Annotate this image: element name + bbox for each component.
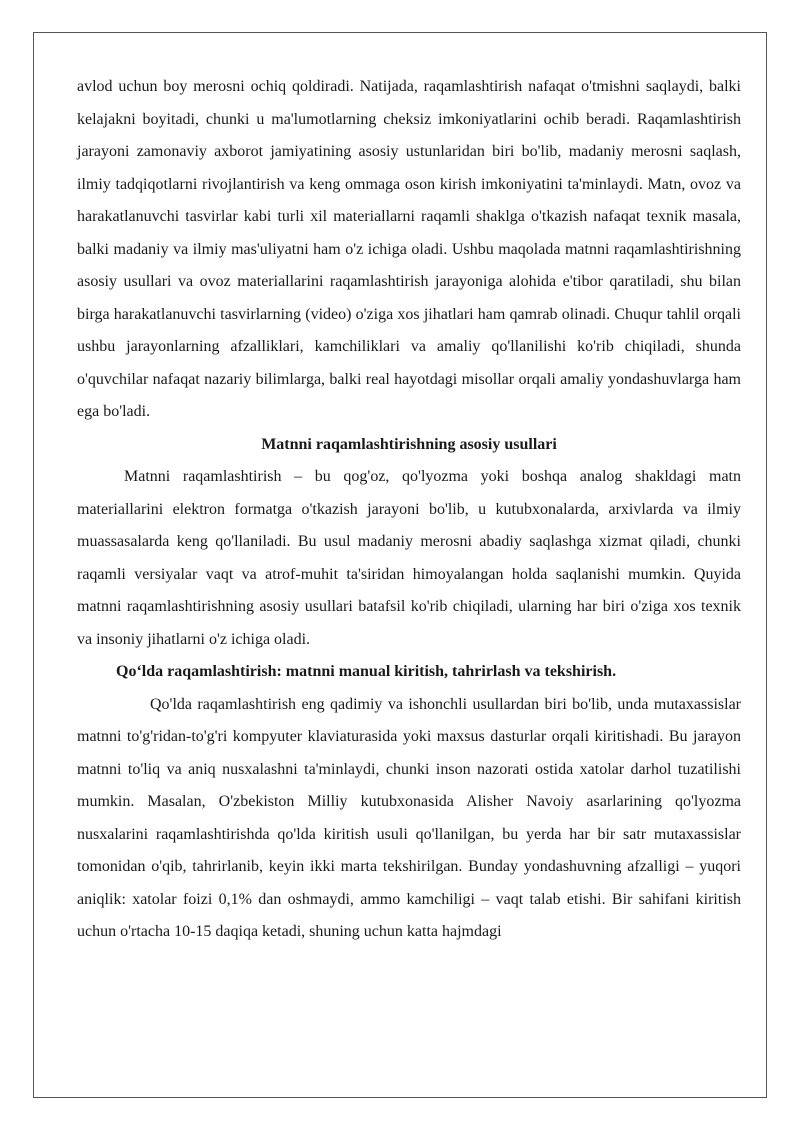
paragraph-text-digitization-definition: Matnni raqamlashtirish – bu qog'oz, qo'lyozma yoki boshqa analog shakldagi matn materiallarini elektron formatga o'tkazish jarayoni bo'lib, u kutubxonalarda, arxivlarda va ilmiy muassasalarda keng qo'llaniladi. Bu usul madaniy merosni abadiy saqlashga xizmat qiladi, chunki raqamli versiyalar vaqt va atrof-muhit ta'siridan himoyalangan holda saqlanishi mumkin. Quyida matnni raqamlashtirishning asosiy usullari batafsil ko'rib chiqiladi, ularning har biri o'ziga xos texnik va insoniy jihatlarni o'z ichiga oladi. (77, 468, 741, 648)
section-heading-text-digitization-methods: Matnni raqamlashtirishning asosiy usullari (261, 435, 557, 453)
document-body (77, 71, 741, 949)
paragraph-manual-digitization: Qo'lda raqamlashtirish eng qadimiy va ishonchli usullardan biri bo'lib, unda mutaxassislar matnni to'g'ridan-to'g'ri kompyuter klaviaturasida yoki maxsus dasturlar orqali kiritishadi. Bu jarayon matnni to'liq va aniq nusxalashni ta'minlaydi, chunki inson nazorati ostida xatolar darhol tuzatilishi mumkin. Masalan, O'zbekiston Milliy kutubxonasida Alisher Navoiy asarlarining qo'lyozma nusxalarini raqamlashtirishda qo'lda kiritish usuli qo'llanilgan, bu yerda har bir satr mutaxassislar tomonidan o'qib, tahrirlanib, keyin ikki marta tekshirilgan. Bunday yondashuvning afzalligi – yuqori aniqlik: xatolar foizi 0,1% dan oshmaydi, ammo kamchiligi – vaqt talab etishi. Bir sahifani kiritish uchun o'rtacha 10-15 daqiqa ketadi, shuning uchun katta hajmdagi (77, 695, 741, 940)
subsection-heading-manual-digitization: Qo‘lda raqamlashtirish: matnni manual kiritish, tahrirlash va tekshirish. (116, 663, 617, 680)
paragraph-intro-continuation: avlod uchun boy merosni ochiq qoldiradi. Natijada, raqamlashtirish nafaqat o'tmishni saqlaydi, balki kelajakni boyitadi, chunki u ma'lumotlarning cheksiz imkoniyatlarini ochib beradi. Raqamlashtirish jarayoni zamonaviy axborot jamiyatining asosiy ustunlaridan biri bo'lib, madaniy merosni saqlash, ilmiy tadqiqotlarni rivojlantirish va keng ommaga oson kirish imkoniyatini ta'minlaydi. Matn, ovoz va harakatlanuvchi tasvirlar kabi turli xil materiallarni raqamli shaklga o'tkazish nafaqat texnik masala, balki madaniy va ilmiy mas'uliyatni ham o'z ichiga oladi. Ushbu maqolada matnni raqamlashtirishning asosiy usullari va ovoz materiallarini raqamlashtirish jarayoniga alohida e'tibor qaratiladi, shu bilan birga harakatlanuvchi tasvirlarning (video) o'ziga xos jihatlari ham qamrab olinadi. Chuqur tahlil orqali ushbu jarayonlarning afzalliklari, kamchiliklari va amaliy qo'llanilishi ko'rib chiqiladi, shunda o'quvchilar nafaqat nazariy bilimlarga, balki real hayotdagi misollar orqali amaliy yondashuvlarga ham ega bo'ladi. (77, 78, 741, 420)
